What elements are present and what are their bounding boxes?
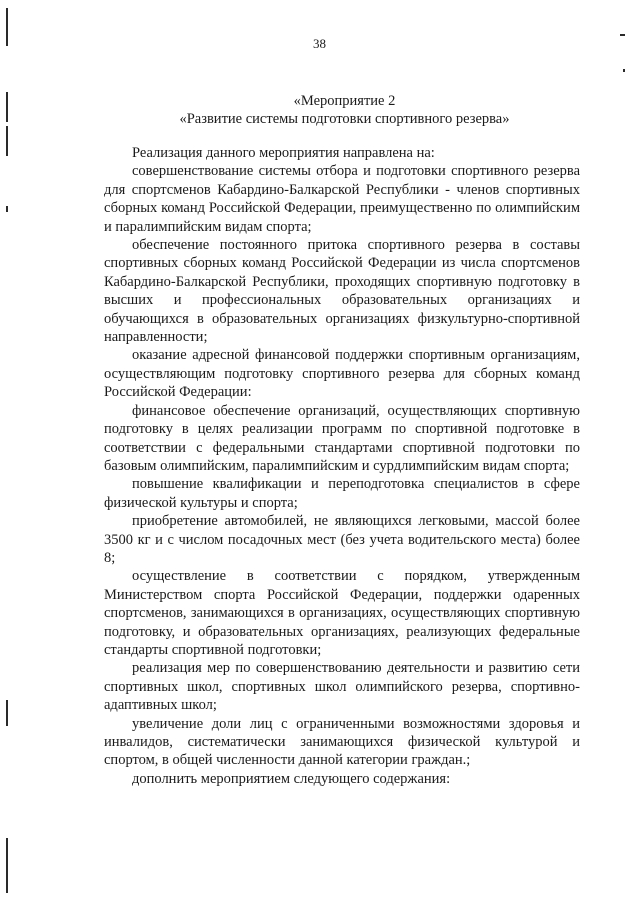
paragraph: обеспечение постоянного притока спортивного резерва в составы спортивных сборных команд Российской Федерации из числа спортсменов Кабардино-Балкарской Республики, проходящих спортивную подготовку в высших и профессиональных образовательных организациях и обучающихся в образовательных организациях физкультурно-спортивной направленности;: [104, 237, 580, 346]
paragraph: совершенствование системы отбора и подготовки спортивного резерва для спортсменов Кабардино-Балкарской Республики - членов спортивных сборных команд Российской Федерации, преимущественно по олимпийским и паралимпийским видам спорта;: [104, 163, 580, 235]
paragraph: повышение квалификации и переподготовка специалистов в сфере физической культуры и спорта;: [104, 476, 580, 511]
paragraph: финансовое обеспечение организаций, осуществляющих спортивную подготовку в целях реализации программ по спортивной подготовке в соответствии с федеральными стандартами спортивной подготовки по базовым олимпийским, паралимпийским и сурдлимпийским видам спорта;: [104, 402, 580, 474]
page-number: 38: [313, 36, 326, 51]
paragraph: оказание адресной финансовой поддержки спортивным организациям, осуществляющим подготовку спортивного резерва для сборных команд Российской Федерации:: [104, 347, 580, 401]
paragraph-closing: дополнить мероприятием следующего содержания:: [132, 770, 451, 787]
scan-mark: [6, 126, 8, 156]
heading-line-2: «Развитие системы подготовки спортивного резерва»: [179, 111, 510, 127]
paragraph: реализация мер по совершенствованию деятельности и развитию сети спортивных школ, спортивных школ олимпийского резерва, спортивно-адаптивных школ;: [104, 660, 580, 714]
section-heading: [0, 92, 639, 128]
scan-mark: [6, 700, 8, 726]
paragraph: приобретение автомобилей, не являющихся легковыми, массой более 3500 кг и с числом посадочных мест (без учета водительского места) более 8;: [104, 513, 580, 566]
scan-mark: [6, 206, 8, 212]
document-body: [104, 144, 580, 788]
paragraph-intro: Реализация данного мероприятия направлена на:: [132, 145, 435, 161]
heading-line-1: «Мероприятие 2: [293, 93, 396, 109]
scan-mark: [623, 69, 625, 72]
paragraph: увеличение доли лиц с ограниченными возможностями здоровья и инвалидов, систематически занимающихся физической культурой и спортом, в общей численности данной категории граждан.;: [104, 715, 580, 769]
scan-mark: [6, 838, 8, 893]
paragraph: осуществление в соответствии с порядком, утвержденным Министерством спорта Российской Федерации, поддержки одаренных спортсменов, занимающихся в организациях, осуществляющих спортивную подготовку, и образовательных организациях, реализующих федеральные стандарты спортивной подготовки;: [104, 568, 580, 658]
